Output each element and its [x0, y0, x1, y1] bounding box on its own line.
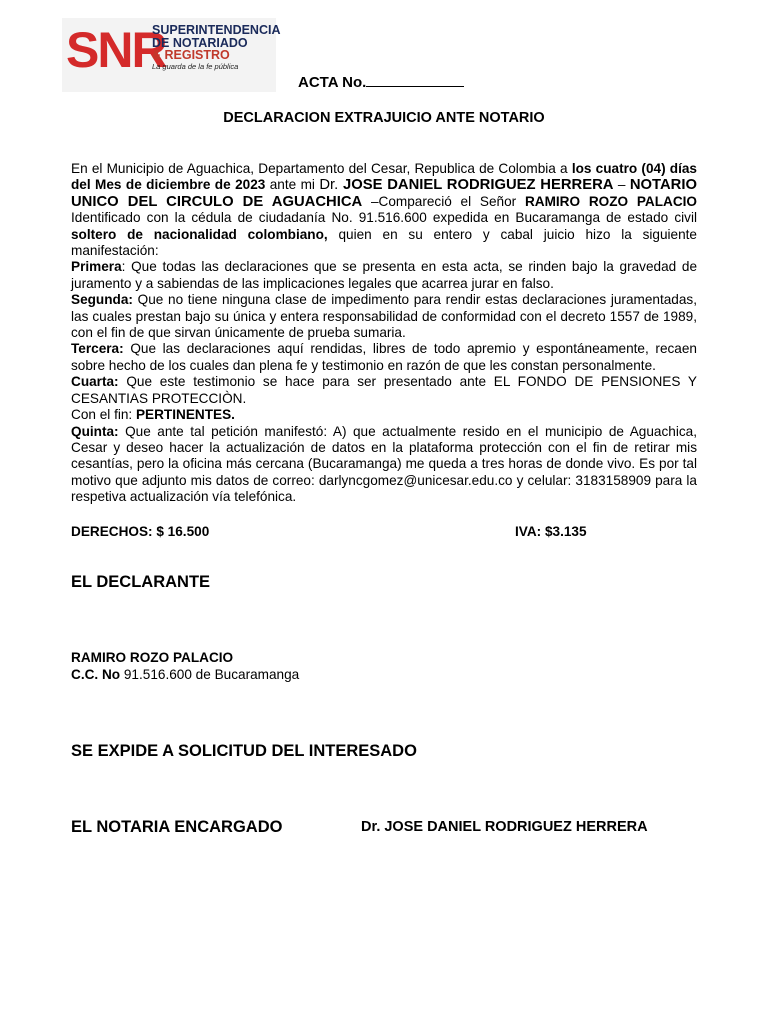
- declarante-heading: EL DECLARANTE: [71, 573, 211, 591]
- intro-text-2: ante mi: [265, 177, 320, 193]
- declarant-name-inline: RAMIRO ROZO PALACIO: [524, 193, 698, 209]
- logo-acronym: SNR: [66, 22, 166, 78]
- fee-iva: IVA: $3.135: [515, 524, 587, 539]
- purpose-label: Con el fin:: [71, 407, 136, 423]
- issued-on-request: SE EXPIDE A SOLICITUD DEL INTERESADO: [71, 742, 417, 760]
- logo-line-2: DE NOTARIADO: [152, 35, 248, 50]
- clause-label: Quinta:: [71, 423, 119, 439]
- clause-label: Tercera:: [71, 341, 124, 357]
- clause-cuarta: [71, 374, 697, 407]
- purpose-line: [71, 407, 697, 423]
- document-title: DECLARACION EXTRAJUICIO ANTE NOTARIO: [223, 110, 545, 126]
- intro-text-4: Identificado con la cédula de ciudadanía No. 91.516.600 expedida en Bucaramanga de estado civil: [71, 210, 697, 226]
- intro-text-1: En el Municipio de Aguachica, Departamento del Cesar, Republica de Colombia a: [71, 161, 572, 176]
- cc-label: C.C. No: [71, 667, 121, 682]
- acta-number-blank: [366, 73, 464, 87]
- clause-text: Que todas las declaraciones que se presenta en esta acta, se rinden bajo la gravedad de juramento y a sabiendas de las implicaciones legales que acarrea jurar en falso.: [71, 259, 697, 291]
- civil-status: soltero de nacionalidad colombiano,: [71, 226, 328, 242]
- notary-prefix: Dr.: [319, 177, 339, 194]
- clause-text: Que no tiene ninguna clase de impedimento para rendir estas declaraciones juramentadas, las cuales prestan bajo su única y entera responsabilidad de conformidad con el decreto 1557 de 1989, con el fin de que sirvan únicamente de prueba sumaria.: [71, 292, 697, 341]
- clause-primera: [71, 259, 697, 292]
- notary-title: NOTARIO UNICO DEL CIRCULO DE AGUACHICA: [71, 177, 697, 210]
- clause-separator: :: [121, 259, 132, 275]
- intro-paragraph: [71, 161, 697, 259]
- acta-number: [298, 73, 464, 91]
- fee-derechos: DERECHOS: $ 16.500: [71, 524, 210, 539]
- clause-quinta: [71, 424, 697, 506]
- clause-text: Que ante tal petición manifestó: A) que actualmente resido en el municipio de Aguachica, Cesar y deseo hacer la actualización de datos en la plataforma protección con el fin de retirar mis cesantías, pero la oficina más cercana (Bucaramanga) me queda a tres horas de donde vivo. Es por tal motivo que adjunto mis datos de correo: darlyncgomez@unicesar.edu.co y celular: 3183158909 para la respetiva actualización vía telefónica.: [71, 423, 697, 505]
- snr-logo: [62, 18, 281, 92]
- clause-text: Que las declaraciones aquí rendidas, libres de todo apremio y espontáneamente, recaen sobre hecho de los cuales dan plena fe y testimonio en razón de que les constan personalmente.: [71, 341, 697, 373]
- notary-name: JOSE DANIEL RODRIGUEZ HERRERA: [338, 177, 614, 194]
- clause-label: Cuarta:: [71, 374, 119, 390]
- declarant-id: [71, 667, 299, 682]
- logo-tagline: La guarda de la fe pública: [152, 61, 239, 71]
- notary-signature-name: Dr. JOSE DANIEL RODRIGUEZ HERRERA: [361, 819, 648, 835]
- clause-label: Primera: [71, 259, 122, 275]
- intro-dash: –: [613, 177, 630, 193]
- logo-line-3: & REGISTRO: [152, 48, 230, 62]
- logo-line-1: SUPERINTENDENCIA: [152, 23, 281, 37]
- logo-text: [152, 24, 281, 70]
- clause-segunda: [71, 292, 697, 341]
- clause-label: Segunda:: [71, 292, 133, 308]
- clause-tercera: [71, 341, 697, 374]
- notary-signature-label: EL NOTARIA ENCARGADO: [71, 818, 283, 836]
- declaration-body: [71, 161, 697, 506]
- clause-text: Que este testimonio se hace para ser presentado ante EL FONDO DE PENSIONES Y CESANTIAS PROTECCIÒN.: [71, 374, 698, 406]
- declarant-name: RAMIRO ROZO PALACIO: [71, 650, 234, 665]
- purpose-value: PERTINENTES.: [135, 407, 235, 423]
- intro-text-5: quien en su entero y cabal juicio hizo la siguiente manifestación:: [71, 226, 697, 259]
- declaration-date: los cuatro (04) días del Mes de diciembre de 2023: [71, 161, 697, 193]
- acta-label: ACTA No.: [298, 74, 367, 91]
- cc-value: 91.516.600 de Bucaramanga: [120, 667, 300, 682]
- intro-text-3: –Compareció el Señor: [362, 193, 525, 209]
